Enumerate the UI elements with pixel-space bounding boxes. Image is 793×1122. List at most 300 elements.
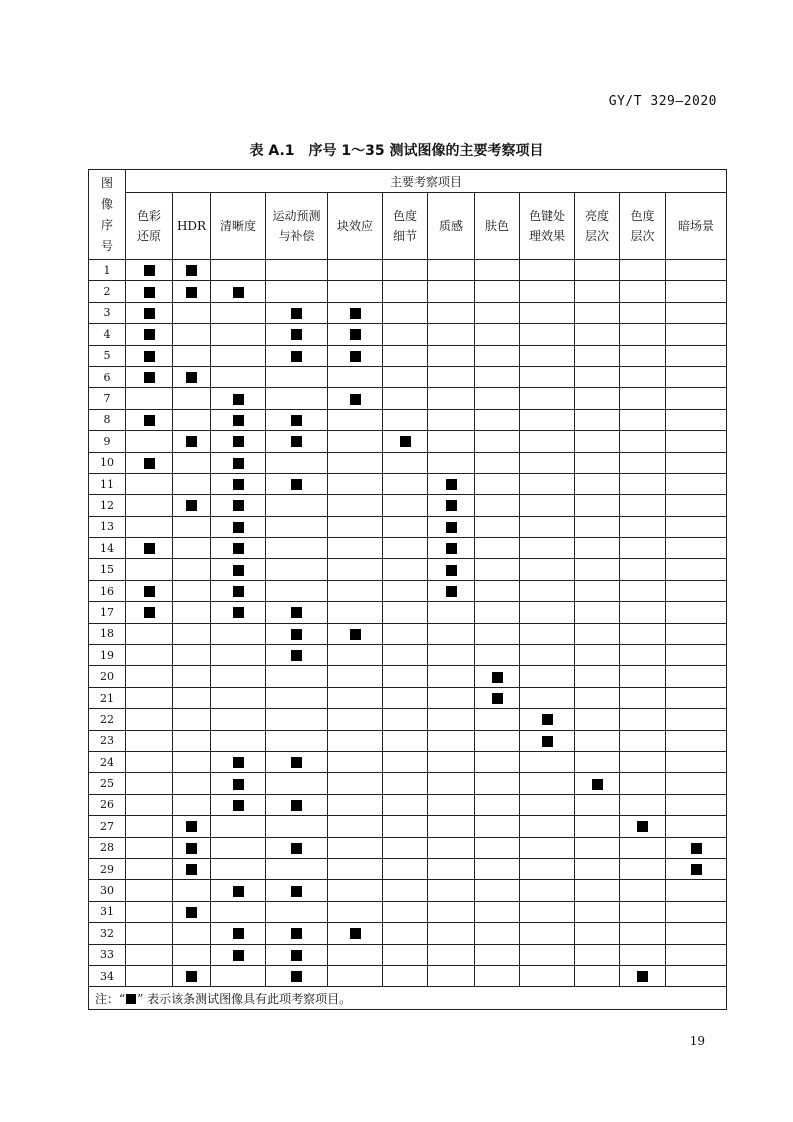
item-cell: [620, 751, 666, 772]
item-cell: [173, 559, 211, 580]
image-number-cell: 2: [89, 281, 126, 302]
item-cell: [520, 816, 575, 837]
filled-square-icon: [144, 265, 155, 276]
item-cell: [620, 302, 666, 323]
item-cell: [211, 965, 266, 986]
filled-square-icon: [186, 265, 197, 276]
filled-square-icon: [186, 372, 197, 383]
filled-square-icon: [126, 994, 136, 1004]
item-cell: [266, 730, 328, 751]
item-cell: [383, 495, 428, 516]
item-cell: [126, 730, 173, 751]
image-number-cell: 17: [89, 602, 126, 623]
item-cell: [266, 538, 328, 559]
item-cell: [520, 773, 575, 794]
item-cell: [575, 965, 620, 986]
item-cell: [620, 559, 666, 580]
image-number-cell: 19: [89, 645, 126, 666]
item-cell: [328, 495, 383, 516]
filled-square-icon: [144, 586, 155, 597]
item-cell: [126, 324, 173, 345]
item-cell: [620, 666, 666, 687]
item-cell: [475, 324, 520, 345]
image-number-cell: 12: [89, 495, 126, 516]
item-cell: [520, 751, 575, 772]
item-cell: [666, 281, 727, 302]
item-cell: [575, 645, 620, 666]
filled-square-icon: [291, 308, 302, 319]
item-cell: [428, 751, 475, 772]
item-cell: [520, 923, 575, 944]
item-cell: [620, 260, 666, 281]
item-cell: [126, 944, 173, 965]
item-cell: [173, 944, 211, 965]
item-cell: [383, 580, 428, 601]
item-cell: [126, 602, 173, 623]
image-number-cell: 24: [89, 751, 126, 772]
column-header: 色度细节: [383, 193, 428, 260]
item-cell: [666, 580, 727, 601]
item-cell: [266, 388, 328, 409]
item-cell: [211, 751, 266, 772]
item-cell: [328, 773, 383, 794]
item-cell: [173, 965, 211, 986]
item-cell: [620, 538, 666, 559]
item-cell: [428, 260, 475, 281]
table-row: [89, 816, 727, 837]
table-row: [89, 260, 727, 281]
item-cell: [475, 516, 520, 537]
table-row: [89, 516, 727, 537]
table-row: [89, 944, 727, 965]
table-row: [89, 645, 727, 666]
item-cell: [328, 751, 383, 772]
filled-square-icon: [233, 543, 244, 554]
filled-square-icon: [350, 351, 361, 362]
item-cell: [520, 559, 575, 580]
item-cell: [575, 730, 620, 751]
item-cell: [520, 794, 575, 815]
column-header: 肤色: [475, 193, 520, 260]
filled-square-icon: [144, 607, 155, 618]
item-cell: [520, 623, 575, 644]
item-cell: [173, 816, 211, 837]
item-cell: [620, 923, 666, 944]
item-cell: [173, 858, 211, 879]
item-cell: [126, 901, 173, 922]
item-cell: [666, 302, 727, 323]
image-number-cell: 3: [89, 302, 126, 323]
item-cell: [328, 901, 383, 922]
table-row: [89, 666, 727, 687]
filled-square-icon: [233, 779, 244, 790]
image-number-cell: 10: [89, 452, 126, 473]
item-cell: [575, 345, 620, 366]
item-cell: [428, 923, 475, 944]
image-number-cell: 29: [89, 858, 126, 879]
item-cell: [575, 495, 620, 516]
item-cell: [475, 281, 520, 302]
item-cell: [620, 944, 666, 965]
item-cell: [666, 965, 727, 986]
item-cell: [575, 837, 620, 858]
table-row: [89, 730, 727, 751]
item-cell: [666, 837, 727, 858]
item-cell: [266, 901, 328, 922]
filled-square-icon: [233, 458, 244, 469]
item-cell: [575, 773, 620, 794]
column-header: 暗场景: [666, 193, 727, 260]
item-cell: [428, 687, 475, 708]
item-cell: [173, 366, 211, 387]
table-row: [89, 965, 727, 986]
item-cell: [428, 495, 475, 516]
item-cell: [575, 516, 620, 537]
item-cell: [328, 388, 383, 409]
item-cell: [575, 473, 620, 494]
item-cell: [126, 965, 173, 986]
item-cell: [126, 923, 173, 944]
item-cell: [328, 645, 383, 666]
item-cell: [383, 409, 428, 430]
filled-square-icon: [291, 928, 302, 939]
standard-code: GY/T 329—2020: [608, 94, 717, 109]
item-cell: [383, 730, 428, 751]
item-cell: [520, 366, 575, 387]
table-row: [89, 559, 727, 580]
image-number-cell: 30: [89, 880, 126, 901]
image-number-cell: 13: [89, 516, 126, 537]
item-cell: [266, 751, 328, 772]
item-cell: [173, 495, 211, 516]
item-cell: [266, 345, 328, 366]
item-cell: [266, 302, 328, 323]
item-cell: [266, 281, 328, 302]
item-cell: [383, 452, 428, 473]
table-row: [89, 473, 727, 494]
item-cell: [383, 794, 428, 815]
item-cell: [428, 645, 475, 666]
filled-square-icon: [592, 779, 603, 790]
table-body: [89, 260, 727, 987]
item-cell: [428, 409, 475, 430]
item-cell: [383, 324, 428, 345]
image-number-cell: 33: [89, 944, 126, 965]
filled-square-icon: [291, 650, 302, 661]
table-row: [89, 773, 727, 794]
item-cell: [383, 473, 428, 494]
table-row: [89, 858, 727, 879]
item-cell: [666, 388, 727, 409]
item-cell: [575, 302, 620, 323]
item-cell: [620, 366, 666, 387]
item-cell: [575, 901, 620, 922]
item-cell: [328, 516, 383, 537]
item-cell: [475, 559, 520, 580]
item-cell: [520, 645, 575, 666]
item-cell: [211, 730, 266, 751]
item-cell: [328, 345, 383, 366]
table-row: [89, 302, 727, 323]
item-cell: [475, 687, 520, 708]
item-cell: [475, 858, 520, 879]
item-cell: [211, 388, 266, 409]
item-cell: [575, 559, 620, 580]
filled-square-icon: [186, 500, 197, 511]
image-number-cell: 11: [89, 473, 126, 494]
item-cell: [211, 944, 266, 965]
item-cell: [173, 580, 211, 601]
item-cell: [428, 302, 475, 323]
table-row: [89, 409, 727, 430]
item-cell: [173, 602, 211, 623]
item-cell: [666, 709, 727, 730]
table-row: [89, 580, 727, 601]
item-cell: [520, 495, 575, 516]
item-cell: [328, 923, 383, 944]
item-cell: [126, 431, 173, 452]
item-cell: [666, 559, 727, 580]
item-cell: [266, 837, 328, 858]
table-row: [89, 623, 727, 644]
item-cell: [428, 837, 475, 858]
item-cell: [428, 559, 475, 580]
item-cell: [666, 473, 727, 494]
item-cell: [575, 281, 620, 302]
item-cell: [126, 837, 173, 858]
item-cell: [520, 858, 575, 879]
item-cell: [126, 880, 173, 901]
item-cell: [575, 923, 620, 944]
item-cell: [428, 281, 475, 302]
filled-square-icon: [233, 950, 244, 961]
item-cell: [475, 302, 520, 323]
filled-square-icon: [291, 950, 302, 961]
item-cell: [383, 773, 428, 794]
item-cell: [211, 473, 266, 494]
item-cell: [520, 730, 575, 751]
table-note: 注：“ ” 表示该条测试图像具有此项考察项目。: [89, 987, 727, 1010]
table-row: [89, 880, 727, 901]
filled-square-icon: [291, 971, 302, 982]
item-cell: [520, 837, 575, 858]
item-cell: [126, 388, 173, 409]
item-cell: [428, 858, 475, 879]
table-row: [89, 452, 727, 473]
item-cell: [475, 944, 520, 965]
item-cell: [266, 794, 328, 815]
item-cell: [211, 645, 266, 666]
item-cell: [211, 366, 266, 387]
column-header: HDR: [173, 193, 211, 260]
item-cell: [383, 645, 428, 666]
item-cell: [126, 495, 173, 516]
item-cell: [475, 645, 520, 666]
item-cell: [173, 538, 211, 559]
image-number-cell: 9: [89, 431, 126, 452]
filled-square-icon: [144, 329, 155, 340]
item-cell: [266, 580, 328, 601]
item-cell: [173, 923, 211, 944]
item-cell: [383, 623, 428, 644]
filled-square-icon: [637, 821, 648, 832]
item-cell: [266, 409, 328, 430]
filled-square-icon: [291, 351, 302, 362]
inspection-items-table: [88, 169, 727, 1010]
item-cell: [211, 666, 266, 687]
item-cell: [383, 538, 428, 559]
filled-square-icon: [542, 736, 553, 747]
item-cell: [475, 538, 520, 559]
item-cell: [520, 324, 575, 345]
item-cell: [328, 580, 383, 601]
table-row: [89, 495, 727, 516]
item-cell: [173, 794, 211, 815]
item-cell: [266, 645, 328, 666]
item-cell: [173, 751, 211, 772]
item-cell: [328, 324, 383, 345]
item-cell: [211, 602, 266, 623]
item-cell: [266, 944, 328, 965]
item-cell: [428, 345, 475, 366]
filled-square-icon: [542, 714, 553, 725]
filled-square-icon: [350, 928, 361, 939]
item-cell: [266, 516, 328, 537]
item-cell: [475, 730, 520, 751]
item-cell: [126, 645, 173, 666]
item-cell: [211, 345, 266, 366]
item-cell: [173, 473, 211, 494]
item-cell: [666, 623, 727, 644]
item-cell: [328, 816, 383, 837]
item-cell: [126, 260, 173, 281]
item-cell: [475, 794, 520, 815]
item-cell: [211, 837, 266, 858]
item-cell: [666, 260, 727, 281]
item-cell: [620, 345, 666, 366]
item-cell: [666, 773, 727, 794]
table-row: [89, 388, 727, 409]
item-cell: [266, 965, 328, 986]
item-cell: [173, 409, 211, 430]
item-cell: [328, 281, 383, 302]
table-row: [89, 837, 727, 858]
item-cell: [266, 687, 328, 708]
item-cell: [173, 837, 211, 858]
item-cell: [666, 452, 727, 473]
item-cell: [428, 580, 475, 601]
caption-title: 序号 1～35 测试图像的主要考察项目: [308, 143, 544, 159]
filled-square-icon: [291, 329, 302, 340]
filled-square-icon: [186, 864, 197, 875]
item-cell: [126, 751, 173, 772]
item-cell: [328, 602, 383, 623]
item-cell: [520, 281, 575, 302]
image-number-cell: 34: [89, 965, 126, 986]
item-cell: [620, 773, 666, 794]
item-cell: [383, 388, 428, 409]
item-cell: [328, 431, 383, 452]
filled-square-icon: [446, 565, 457, 576]
item-cell: [383, 923, 428, 944]
item-cell: [383, 901, 428, 922]
column-header: 色彩还原: [126, 193, 173, 260]
item-cell: [475, 495, 520, 516]
column-header: 块效应: [328, 193, 383, 260]
filled-square-icon: [144, 372, 155, 383]
item-cell: [211, 431, 266, 452]
item-cell: [575, 880, 620, 901]
item-cell: [620, 858, 666, 879]
item-cell: [328, 452, 383, 473]
item-cell: [575, 409, 620, 430]
item-cell: [428, 773, 475, 794]
item-cell: [211, 623, 266, 644]
item-cell: [475, 623, 520, 644]
item-cell: [520, 473, 575, 494]
filled-square-icon: [291, 757, 302, 768]
filled-square-icon: [446, 479, 457, 490]
item-cell: [666, 880, 727, 901]
image-number-cell: 25: [89, 773, 126, 794]
item-cell: [126, 666, 173, 687]
item-cell: [328, 538, 383, 559]
item-cell: [475, 773, 520, 794]
image-number-cell: 4: [89, 324, 126, 345]
image-number-cell: 8: [89, 409, 126, 430]
filled-square-icon: [446, 543, 457, 554]
item-cell: [383, 260, 428, 281]
item-cell: [126, 773, 173, 794]
item-cell: [666, 538, 727, 559]
item-cell: [328, 366, 383, 387]
column-header: 清晰度: [211, 193, 266, 260]
column-header-row: [89, 193, 727, 260]
item-cell: [620, 687, 666, 708]
item-cell: [211, 538, 266, 559]
item-cell: [520, 687, 575, 708]
item-cell: [475, 388, 520, 409]
item-cell: [666, 324, 727, 345]
item-cell: [575, 431, 620, 452]
filled-square-icon: [446, 522, 457, 533]
filled-square-icon: [637, 971, 648, 982]
item-cell: [266, 324, 328, 345]
item-cell: [211, 409, 266, 430]
item-cell: [475, 965, 520, 986]
item-cell: [266, 709, 328, 730]
item-cell: [620, 965, 666, 986]
table-row: [89, 709, 727, 730]
item-cell: [428, 730, 475, 751]
item-cell: [173, 345, 211, 366]
item-cell: [620, 645, 666, 666]
item-cell: [575, 602, 620, 623]
item-cell: [266, 623, 328, 644]
item-cell: [575, 794, 620, 815]
filled-square-icon: [291, 800, 302, 811]
item-cell: [475, 473, 520, 494]
item-cell: [211, 495, 266, 516]
table-row: [89, 281, 727, 302]
item-cell: [173, 452, 211, 473]
item-cell: [126, 302, 173, 323]
item-cell: [428, 816, 475, 837]
item-cell: [575, 944, 620, 965]
item-cell: [620, 473, 666, 494]
item-cell: [575, 580, 620, 601]
item-cell: [620, 431, 666, 452]
